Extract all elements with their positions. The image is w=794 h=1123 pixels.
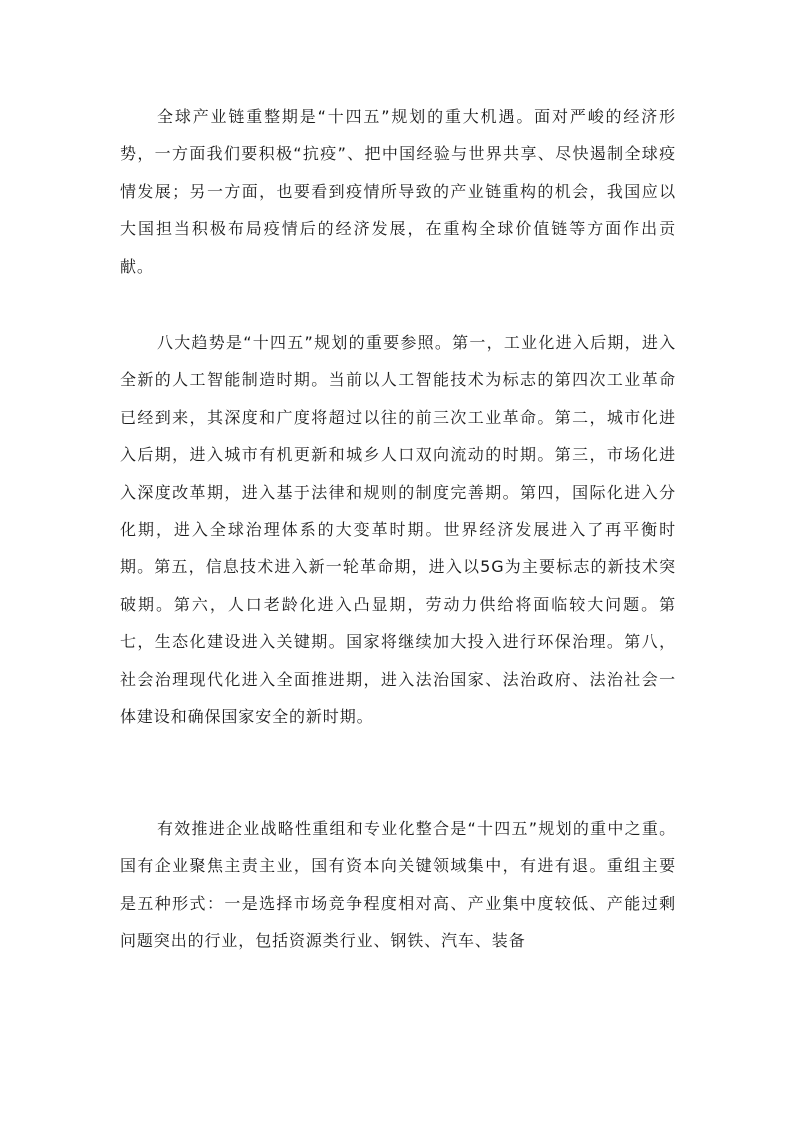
paragraph-industrial-chain: 全球产业链重整期是“十四五”规划的重大机遇。面对严峻的经济形势，一方面我们要积极“抗疫”、把中国经验与世界共享、尽快遏制全球疫情发展；另一方面，也要看到疫情所导致的产业链重构的机会，我国应以大国担当积极布局疫情后的经济发展，在重构全球价值链等方面作出贡献。 [120,107,676,276]
paragraph-eight-trends: 八大趋势是“十四五”规划的重要参照。第一，工业化进入后期，进入全新的人工智能制造时期。当前以人工智能技术为标志的第四次工业革命已经到来，其深度和广度将超过以往的前三次工业革命。第二，城市化进入后期，进入城市有机更新和城乡人口双向流动的时期。第三，市场化进入深度改革期，进入基于法律和规则的制度完善期。第四，国际化进入分化期，进入全球治理体系的大变革时期。世界经济发展进入了再平衡时期。第五，信息技术进入新一轮革命期，进入以5G为主要标志的新技术突破期。第六，人口老龄化进入凸显期，劳动力供给将面临较大问题。第七，生态化建设进入关键期。国家将继续加大投入进行环保治理。第八，社会治理现代化进入全面推进期，进入法治国家、法治政府、法治社会一体建设和确保国家安全的新时期。 [120,333,676,727]
paragraph-enterprise-restructuring: 有效推进企业战略性重组和专业化整合是“十四五”规划的重中之重。国有企业聚焦主责主业，国有资本向关键领域集中，有进有退。重组主要是五种形式：一是选择市场竞争程度相对高、产业集中度较低、产能过剩问题突出的行业，包括资源类行业、钢铁、汽车、装备 [120,819,676,951]
